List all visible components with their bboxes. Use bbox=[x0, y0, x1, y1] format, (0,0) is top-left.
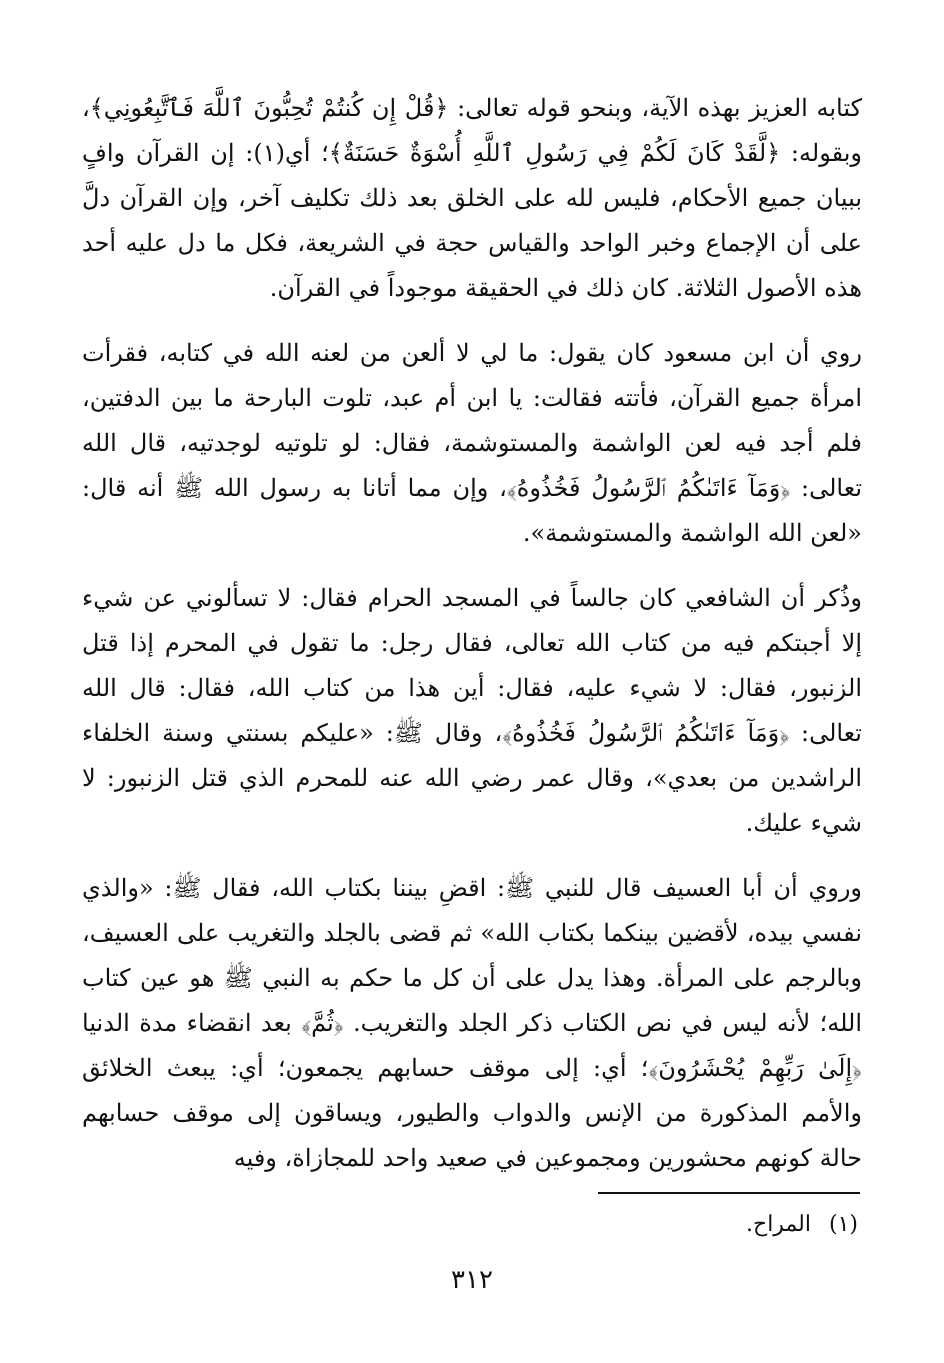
page-body bbox=[82, 86, 862, 1181]
footnote bbox=[746, 1208, 858, 1242]
footnote-text: المراح. bbox=[746, 1212, 811, 1237]
footnote-number: (١) bbox=[828, 1212, 858, 1237]
paragraph-1: كتابه العزيز بهذه الآية، وبنحو قوله تعالى: ﴿قُلْ إِن كُنتُمْ تُحِبُّونَ ٱللَّهَ فَٱتَّبِعُونِي﴾، وبقوله: ﴿لَّقَدْ كَانَ لَكُمْ فِي رَسُولِ ٱللَّهِ أُسْوَةٌ حَسَنَةٌ﴾؛ أي(١): إن القرآن وافٍ ببيان جميع الأحكام، فليس لله على الخلق بعد ذلك تكليف آخر، وإن القرآن دلَّ على أن الإجماع وخبر الواحد والقياس حجة في الشريعة، فكل ما دل عليه أحد هذه الأصول الثلاثة. كان ذلك في الحقيقة موجوداً في القرآن. bbox=[82, 94, 862, 302]
paragraph-3: وذُكر أن الشافعي كان جالساً في المسجد الحرام فقال: لا تسألوني عن شيء إلا أجبتكم فيه من كتاب الله تعالى، فقال رجل: ما تقول في المحرم إذا قتل الزنبور، فقال: لا شيء عليه، فقال: أين هذا من كتاب الله، فقال: قال الله تعالى: ﴿وَمَآ ءَاتَىٰكُمُ ٱلرَّسُولُ فَخُذُوهُ﴾، وقال ﷺ: «عليكم بسنتي وسنة الخلفاء الراشدين من بعدي»، وقال عمر رضي الله عنه للمحرم الذي قتل الزنبور: لا شيء عليك. bbox=[82, 584, 862, 837]
paragraph-4: وروي أن أبا العسيف قال للنبي ﷺ: اقضِ بيننا بكتاب الله، فقال ﷺ: «والذي نفسي بيده، لأقضين بينكما بكتاب الله» ثم قضى بالجلد والتغريب على العسيف، وبالرجم على المرأة. وهذا يدل على أن كل ما حكم به النبي ﷺ هو عين كتاب الله؛ لأنه ليس في نص الكتاب ذكر الجلد والتغريب. ﴿ثُمَّ﴾ بعد انقضاء مدة الدنيا ﴿إِلَىٰ رَبِّهِمْ يُحْشَرُونَ﴾؛ أي: إلى موقف حسابهم يجمعون؛ أي: يبعث الخلائق والأمم المذكورة من الإنس والدواب والطيور، ويساقون إلى موقف حسابهم حالة كونهم محشورين ومجموعين في صعيد واحد للمجازاة، وفيه bbox=[82, 874, 862, 1172]
footnote-separator bbox=[598, 1192, 860, 1194]
page-number: ٣١٢ bbox=[451, 1265, 493, 1295]
paragraph-2: روي أن ابن مسعود كان يقول: ما لي لا ألعن من لعنه الله في كتابه، فقرأت امرأة جميع القرآن، فأتته فقالت: يا ابن أم عبد، تلوت البارحة ما بين الدفتين، فلم أجد فيه لعن الواشمة والمستوشمة، فقال: لو تلوتيه لوجدتيه، قال الله تعالى: ﴿وَمَآ ءَاتَىٰكُمُ ٱلرَّسُولُ فَخُذُوهُ﴾، وإن مما أتانا به رسول الله ﷺ أنه قال: «لعن الله الواشمة والمستوشمة». bbox=[82, 339, 862, 547]
